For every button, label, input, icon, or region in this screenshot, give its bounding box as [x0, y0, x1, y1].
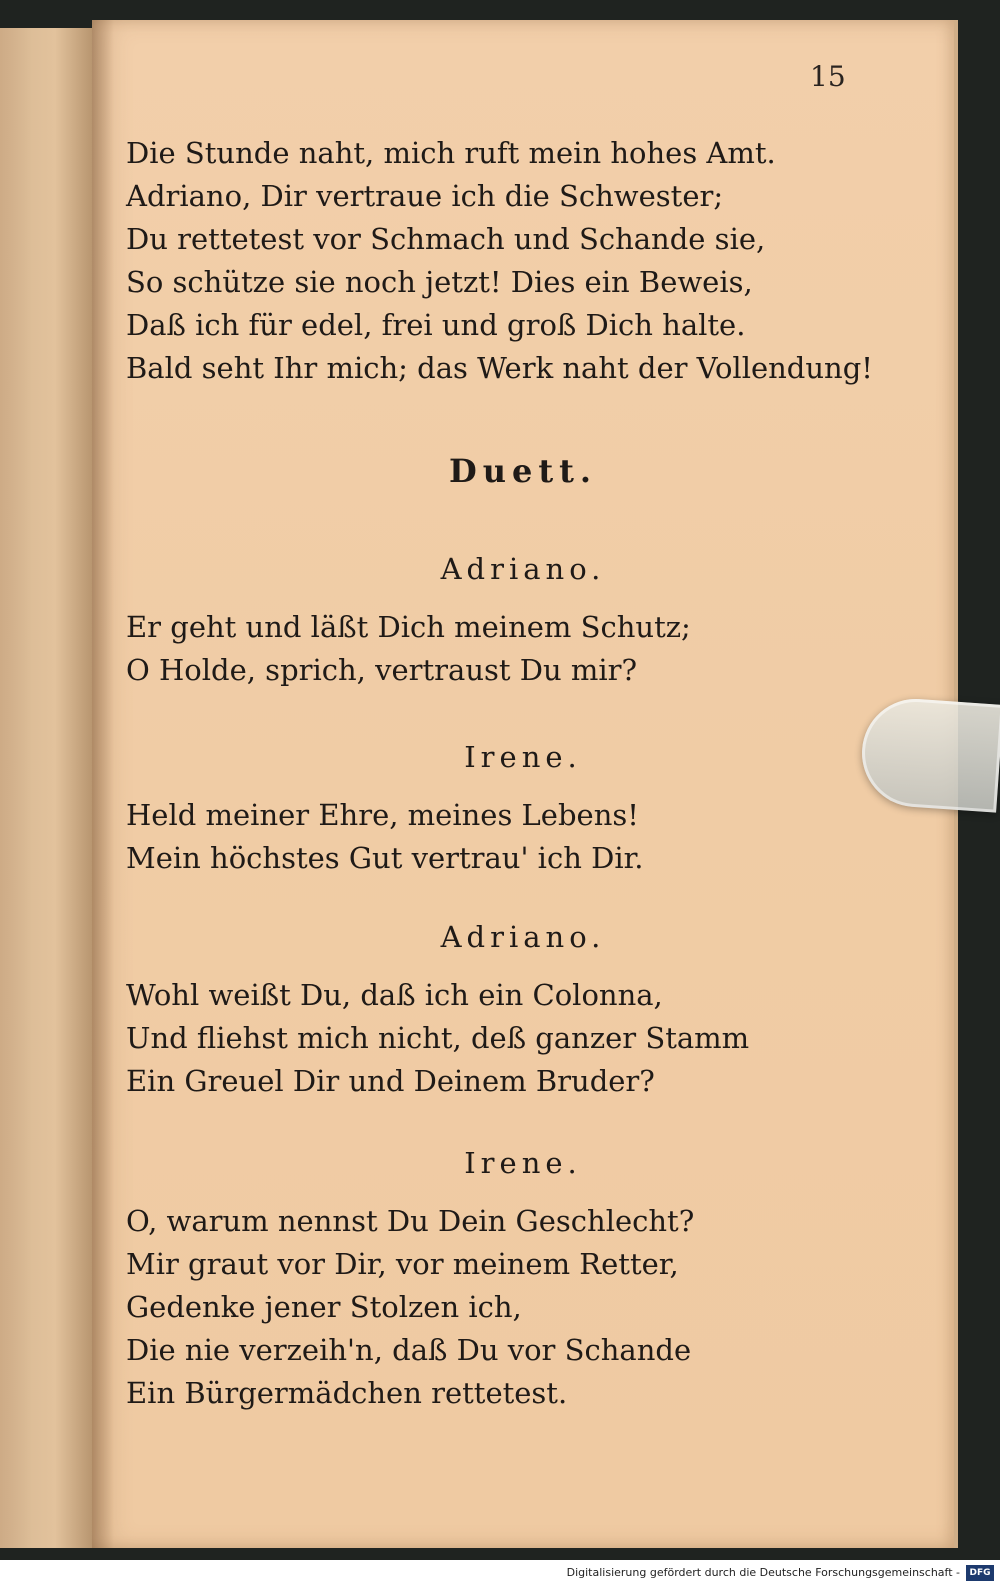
- footer-bar: [0, 1560, 1000, 1588]
- dfg-logo: DFG: [966, 1565, 994, 1581]
- speaker-heading-adriano: Adriano.: [440, 552, 606, 586]
- footer-credit: Digitalisierung gefördert durch die Deutsche Forschungsgemeinschaft -: [566, 1566, 960, 1579]
- verse-line: Ein Bürgermädchen rettetest.: [126, 1376, 568, 1410]
- verse-line: Wohl weißt Du, daß ich ein Colonna,: [126, 978, 663, 1012]
- speaker-heading-adriano: Adriano.: [440, 920, 606, 954]
- facing-page-edge: [0, 28, 94, 1548]
- irene-verse-1: [126, 794, 644, 880]
- verse-line: So schütze sie noch jetzt! Dies ein Beweis,: [126, 265, 753, 299]
- verse-line: Held meiner Ehre, meines Lebens!: [126, 798, 639, 832]
- verse-line: Und fliehst mich nicht, deß ganzer Stamm: [126, 1021, 750, 1055]
- page-number: 15: [810, 60, 846, 93]
- adriano-verse-1: [126, 606, 691, 692]
- verse-line: O, warum nennst Du Dein Geschlecht?: [126, 1204, 695, 1238]
- verse-line: Mir graut vor Dir, vor meinem Retter,: [126, 1247, 679, 1281]
- verse-line: Gedenke jener Stolzen ich,: [126, 1290, 522, 1324]
- speaker-heading-irene: Irene.: [464, 740, 582, 774]
- verse-line: Die Stunde naht, mich ruft mein hohes Amt.: [126, 136, 776, 170]
- stanza-opening: [126, 132, 873, 390]
- verse-line: Du rettetest vor Schmach und Schande sie,: [126, 222, 766, 256]
- verse-line: Er geht und läßt Dich meinem Schutz;: [126, 610, 691, 644]
- verse-line: Ein Greuel Dir und Deinem Bruder?: [126, 1064, 655, 1098]
- gutter-shadow: [92, 20, 114, 1548]
- verse-line: O Holde, sprich, vertraust Du mir?: [126, 653, 638, 687]
- verse-line: Daß ich für edel, frei und groß Dich halte.: [126, 308, 746, 342]
- verse-line: Mein höchstes Gut vertrau' ich Dir.: [126, 841, 644, 875]
- section-title-duett: Duett.: [448, 452, 598, 490]
- adriano-verse-2: [126, 974, 749, 1103]
- irene-verse-2: [126, 1200, 694, 1415]
- speaker-heading-irene: Irene.: [464, 1146, 582, 1180]
- verse-line: Bald seht Ihr mich; das Werk naht der Vollendung!: [126, 351, 873, 385]
- verse-line: Adriano, Dir vertraue ich die Schwester;: [126, 179, 724, 213]
- verse-line: Die nie verzeih'n, daß Du vor Schande: [126, 1333, 692, 1367]
